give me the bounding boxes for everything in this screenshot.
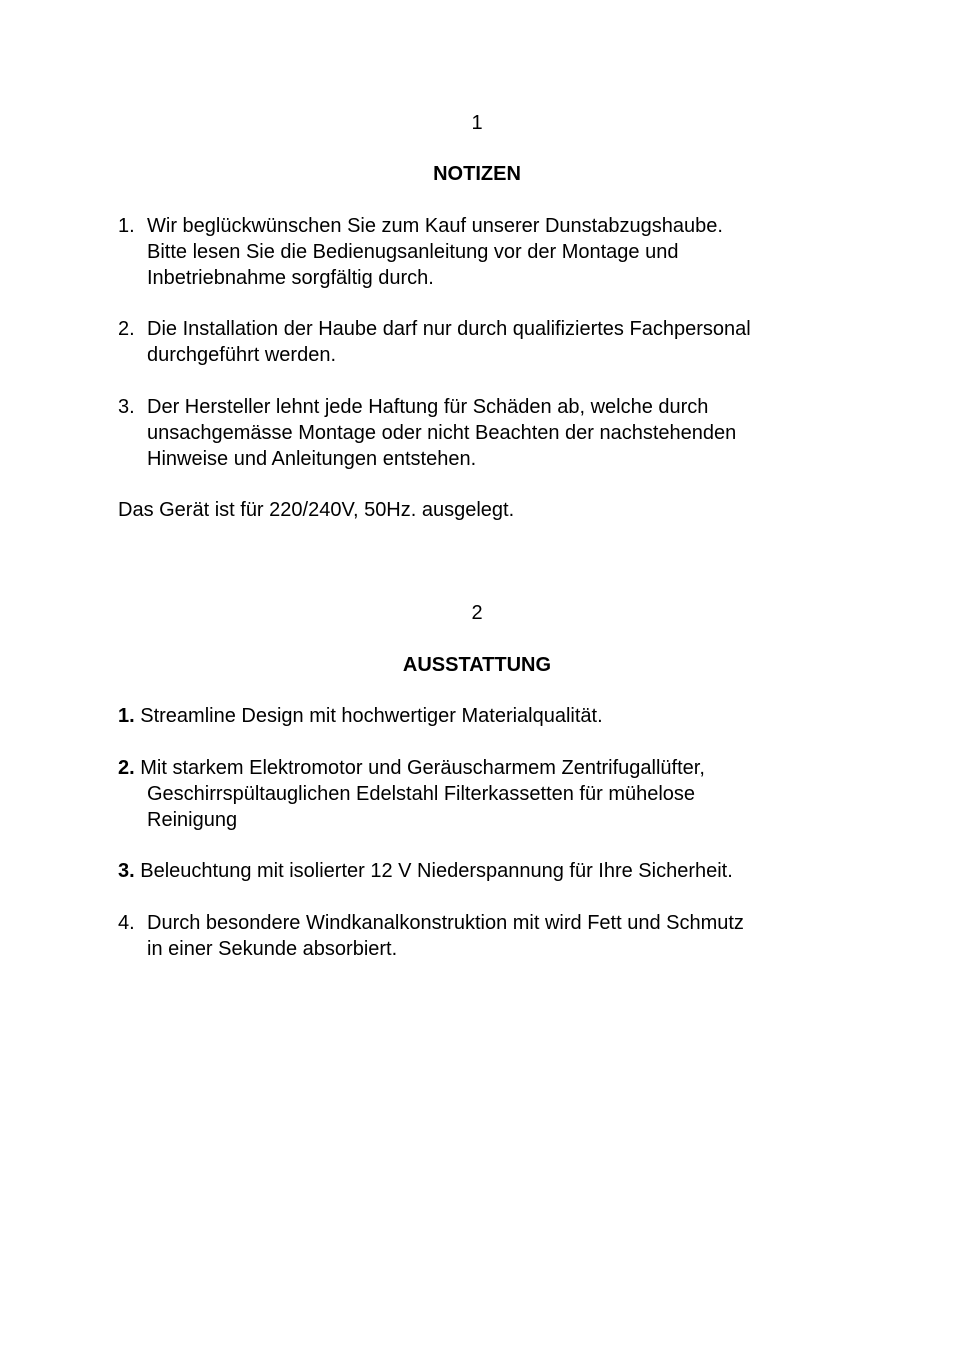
ausstattung-item-3 bbox=[118, 858, 848, 884]
list-item-line: Beleuchtung mit isolierter 12 V Niederspannung für Ihre Sicherheit. bbox=[140, 860, 733, 882]
notizen-item-2 bbox=[118, 316, 848, 368]
list-item-line: Durch besondere Windkanalkonstruktion mit wird Fett und Schmutz bbox=[147, 912, 744, 934]
list-item-line: durchgeführt werden. bbox=[147, 344, 337, 366]
notizen-item-3 bbox=[118, 394, 848, 472]
page-number-2: 2 bbox=[471, 602, 483, 624]
section-heading-ausstattung: AUSSTATTUNG bbox=[402, 654, 552, 676]
list-item-line: in einer Sekunde absorbiert. bbox=[147, 938, 398, 960]
list-number: 1. bbox=[118, 705, 135, 727]
list-item-line: unsachgemässe Montage oder nicht Beachten der nachstehenden bbox=[147, 422, 737, 444]
list-item-line: Bitte lesen Sie die Bedienugsanleitung vor der Montage und bbox=[147, 241, 679, 263]
list-item-line: Wir beglückwünschen Sie zum Kauf unserer Dunstabzugshaube. bbox=[147, 215, 723, 237]
list-item-line: Die Installation der Haube darf nur durch qualifiziertes Fachpersonal bbox=[147, 318, 751, 340]
section-heading-notizen: NOTIZEN bbox=[433, 163, 521, 185]
list-item-line: Hinweise und Anleitungen entstehen. bbox=[147, 448, 477, 470]
list-number: 2. bbox=[118, 757, 135, 779]
ausstattung-item-2 bbox=[118, 755, 848, 833]
ausstattung-item-1 bbox=[118, 703, 848, 729]
list-item-line: Inbetriebnahme sorgfältig durch. bbox=[147, 267, 434, 289]
list-number: 2. bbox=[118, 318, 135, 340]
ausstattung-item-4 bbox=[118, 910, 848, 962]
list-item-line: Streamline Design mit hochwertiger Materialqualität. bbox=[140, 705, 603, 727]
list-item-line: Geschirrspültauglichen Edelstahl Filterkassetten für mühelose bbox=[147, 783, 696, 805]
list-number: 3. bbox=[118, 860, 135, 882]
page-number-1: 1 bbox=[471, 112, 483, 134]
list-item-line: Der Hersteller lehnt jede Haftung für Schäden ab, welche durch bbox=[147, 396, 709, 418]
notizen-item-1 bbox=[118, 213, 848, 291]
list-item-line: Reinigung bbox=[147, 809, 238, 831]
list-number: 1. bbox=[118, 215, 135, 237]
list-number: 4. bbox=[118, 912, 135, 934]
list-number: 3. bbox=[118, 396, 135, 418]
voltage-note: Das Gerät ist für 220/240V, 50Hz. ausgelegt. bbox=[118, 499, 515, 521]
list-item-line: Mit starkem Elektromotor und Geräuscharmem Zentrifugallüfter, bbox=[140, 757, 705, 779]
